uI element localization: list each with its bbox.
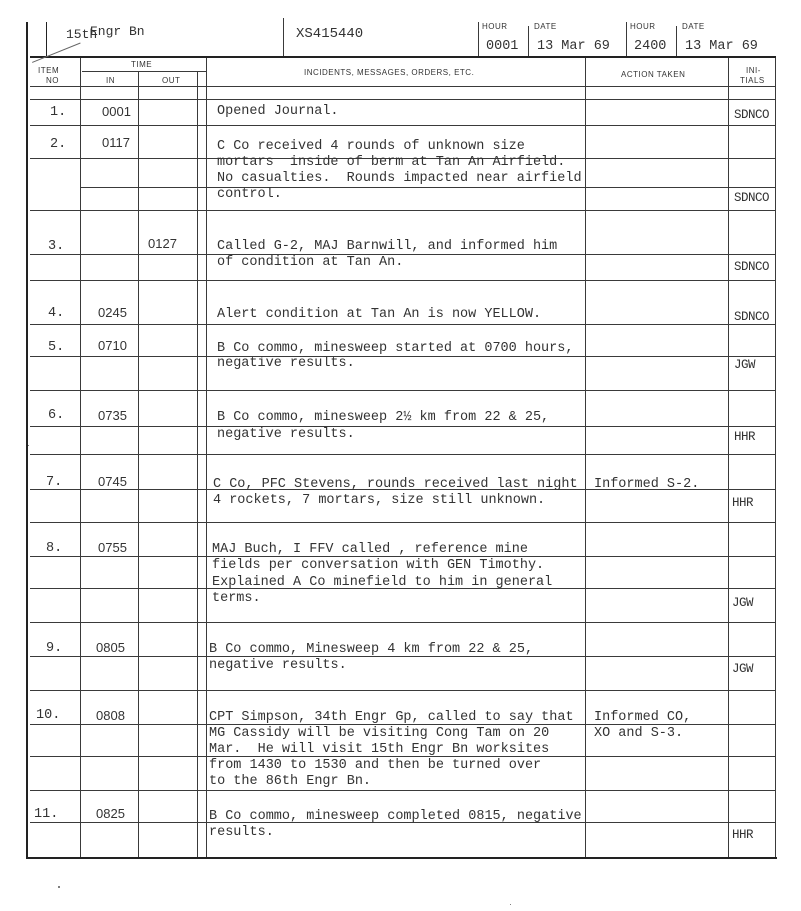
entry-text-line: B Co commo, minesweep 2½ km from 22 & 25, <box>217 410 550 425</box>
entry-time-in: 0745 <box>98 474 127 489</box>
row-line <box>30 790 776 791</box>
col-line-out <box>197 72 198 858</box>
col-initials-2: TIALS <box>740 76 765 85</box>
entry-text-line: negative results. <box>217 427 355 442</box>
col-line-in <box>138 72 139 858</box>
header-divider-3 <box>528 26 529 56</box>
entry-initials: HHR <box>732 496 754 510</box>
entry-no: 4. <box>48 306 65 321</box>
col-time: TIME <box>131 60 153 69</box>
entry-initials: JGW <box>734 358 756 372</box>
entry-text-line: Mar. He will visit 15th Engr Bn worksites <box>209 742 550 757</box>
entry-time-in: 0245 <box>98 305 127 320</box>
row-line <box>30 99 776 100</box>
entry-no: 8. <box>46 541 63 556</box>
scan-speck <box>28 445 29 446</box>
entry-text-line: C Co received 4 rounds of unknown size <box>217 139 525 154</box>
entry-text-line: B Co commo, Minesweep 4 km from 22 & 25, <box>209 642 534 657</box>
entry-text-line: 4 rockets, 7 mortars, size still unknown. <box>213 493 546 508</box>
entry-text-line: control. <box>217 187 282 202</box>
entry-no: 6. <box>48 408 65 423</box>
entry-no: 2. <box>50 137 67 152</box>
col-item-no: NO <box>46 76 59 85</box>
col-initials-1: INI- <box>746 66 761 75</box>
entry-initials: SDNCO <box>734 108 770 122</box>
col-line-incidents <box>206 58 207 858</box>
entry-action-line: Informed CO, <box>594 710 692 725</box>
col-action: ACTION TAKEN <box>621 70 686 79</box>
header-unit: Engr Bn <box>90 24 145 39</box>
entry-text-line: No casualties. Rounds impacted near airfield <box>217 171 582 186</box>
entry-action-line: Informed S-2. <box>594 477 700 492</box>
entry-initials: SDNCO <box>734 191 770 205</box>
table-top-border <box>30 56 776 58</box>
entry-text-line: B Co commo, minesweep completed 0815, negative <box>209 809 582 824</box>
column-header-bottom <box>30 86 776 87</box>
to-date: 13 Mar 69 <box>685 39 758 54</box>
entry-no: 11. <box>34 807 59 822</box>
row-line <box>30 690 776 691</box>
entry-time-in: 0805 <box>96 640 125 655</box>
col-time-in: IN <box>106 76 115 85</box>
entry-text-line: from 1430 to 1530 and then be turned over <box>209 758 542 773</box>
header-location: XS415440 <box>296 26 364 42</box>
entry-initials: HHR <box>732 828 754 842</box>
row-line <box>30 280 776 281</box>
from-hour: 0001 <box>486 39 519 54</box>
row-line <box>80 187 776 188</box>
table-left-border <box>26 22 28 858</box>
col-time-out: OUT <box>162 76 181 85</box>
entry-text-line: negative results. <box>209 658 347 673</box>
row-line <box>30 426 776 427</box>
row-line <box>30 522 776 523</box>
entry-action-line: XO and S-3. <box>594 726 684 741</box>
col-line-action <box>585 58 586 858</box>
col-line-item <box>80 58 81 858</box>
entry-text-line: of condition at Tan An. <box>217 255 404 270</box>
row-line <box>30 210 776 211</box>
entry-text-line: Alert condition at Tan An is now YELLOW. <box>217 307 542 322</box>
header-divider-2 <box>478 22 479 56</box>
entry-time-in: 0710 <box>98 338 127 353</box>
entry-text-line: Opened Journal. <box>217 104 339 119</box>
entry-initials: JGW <box>732 596 754 610</box>
entry-text-line: B Co commo, minesweep started at 0700 hours, <box>217 341 574 356</box>
header-unit-prefix: 15th <box>66 27 98 42</box>
from-date: 13 Mar 69 <box>537 39 610 54</box>
time-subheader-line <box>82 71 206 72</box>
to-hour-label: HOUR <box>630 22 656 31</box>
table-right-border <box>775 58 776 858</box>
entry-no: 7. <box>46 475 63 490</box>
entry-no: 10. <box>36 708 61 723</box>
entry-time-out: 0127 <box>148 236 177 251</box>
row-line <box>30 454 776 455</box>
entry-text-line: C Co, PFC Stevens, rounds received last night <box>213 477 578 492</box>
entry-time-in: 0808 <box>96 708 125 723</box>
entry-time-in: 0825 <box>96 806 125 821</box>
entry-text-line: to the 86th Engr Bn. <box>209 774 372 789</box>
entry-text-line: CPT Simpson, 34th Engr Gp, called to say that <box>209 710 574 725</box>
entry-time-in: 0001 <box>102 104 131 119</box>
entry-time-in: 0735 <box>98 408 127 423</box>
to-hour: 2400 <box>634 39 667 54</box>
entry-text-line: MG Cassidy will be visiting Cong Tam on 20 <box>209 726 550 741</box>
entry-text-line: Explained A Co minefield to him in general <box>212 575 553 590</box>
entry-no: 5. <box>48 340 65 355</box>
entry-time-in: 0117 <box>102 135 130 150</box>
entry-text-line: terms. <box>212 591 261 606</box>
header-divider-5 <box>676 26 677 56</box>
item-header-slash <box>32 43 81 63</box>
entry-no: 9. <box>46 641 63 656</box>
row-line <box>30 324 776 325</box>
from-hour-label: HOUR <box>482 22 508 31</box>
entry-text-line: MAJ Buch, I FFV called , reference mine <box>212 542 528 557</box>
entry-text-line: Called G-2, MAJ Barnwill, and informed him <box>217 239 558 254</box>
row-line <box>30 390 776 391</box>
col-item: ITEM <box>38 66 60 75</box>
entry-initials: SDNCO <box>734 310 770 324</box>
to-date-label: DATE <box>682 22 705 31</box>
row-line <box>30 125 776 126</box>
header-divider-1 <box>283 18 284 56</box>
from-date-label: DATE <box>534 22 557 31</box>
entry-time-in: 0755 <box>98 540 127 555</box>
entry-text-line: results. <box>209 825 274 840</box>
entry-text-line: mortars inside of berm at Tan An Airfield. <box>217 155 566 170</box>
scan-speck <box>510 904 511 905</box>
table-bottom-border <box>26 857 777 859</box>
entry-no: 3. <box>48 239 65 254</box>
entry-initials: JGW <box>732 662 754 676</box>
col-incidents: INCIDENTS, MESSAGES, ORDERS, ETC. <box>304 68 475 77</box>
entry-initials: HHR <box>734 430 756 444</box>
header-left-border <box>46 22 47 56</box>
entry-no: 1. <box>50 105 67 120</box>
entry-text-line: negative results. <box>217 356 355 371</box>
row-line <box>30 622 776 623</box>
header-divider-4 <box>626 22 627 56</box>
entry-text-line: fields per conversation with GEN Timothy. <box>212 558 545 573</box>
entry-initials: SDNCO <box>734 260 770 274</box>
col-line-initials <box>728 58 729 858</box>
scan-speck <box>58 886 60 888</box>
